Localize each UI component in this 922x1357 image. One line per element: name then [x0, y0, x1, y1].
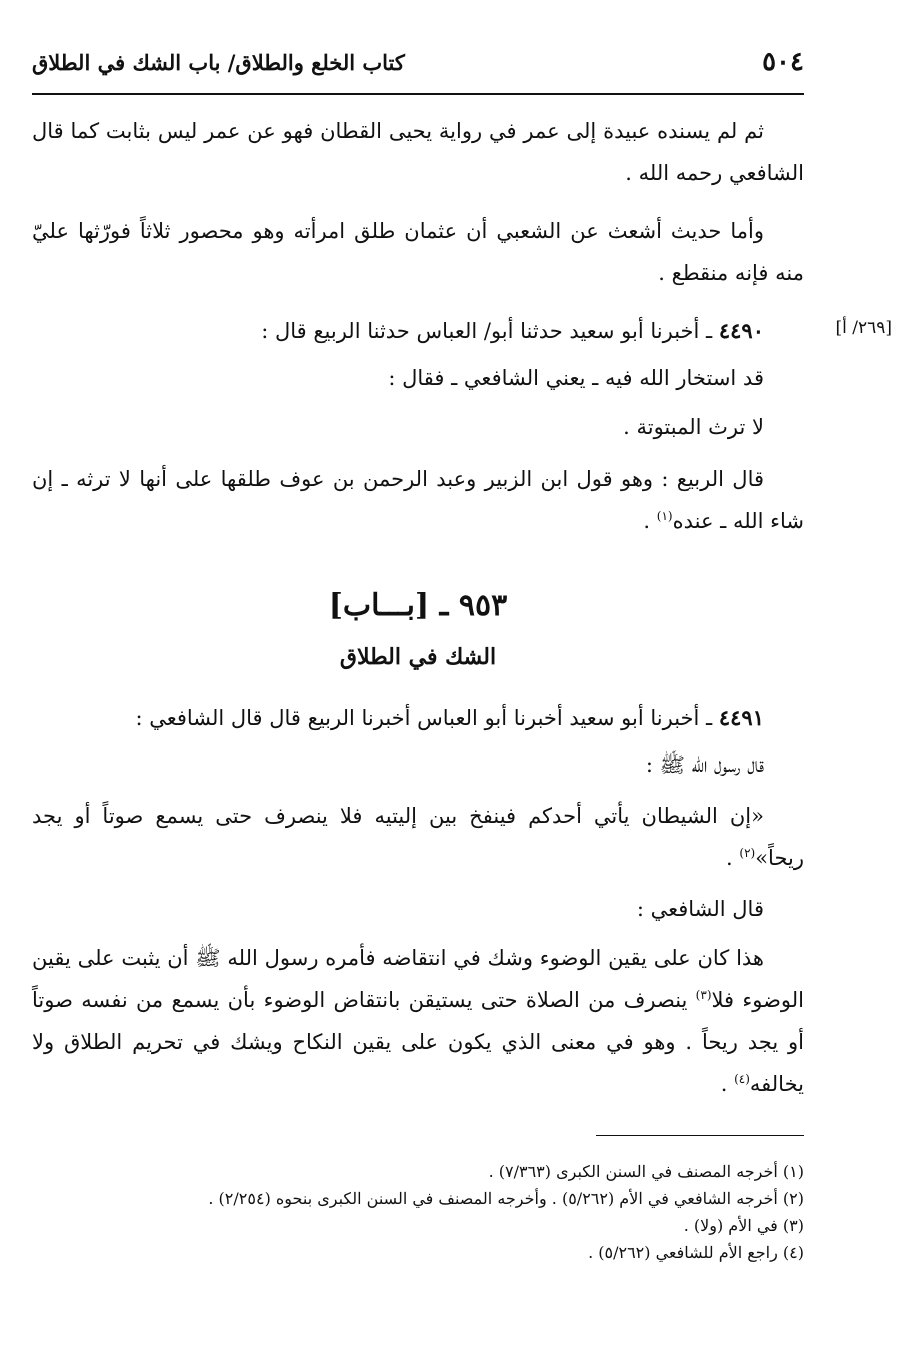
hadith-4490 [32, 310, 804, 352]
paragraph-9 [32, 795, 804, 879]
page-number: ٥٠٤ [762, 47, 804, 77]
paragraph-2: وأما حديث أشعث عن الشعبي أن عثمان طلق امرأته وهو محصور ثلاثاً فورّثها عليّ منه فإنه منقطع . [32, 219, 804, 285]
chapter-number-title: ٩٥٣ ـ [بـــاب] [328, 588, 508, 623]
hadith-isnad: ـ أخبرنا أبو سعيد أخبرنا أبو العباس أخبرنا الربيع قال قال الشافعي : [135, 706, 719, 730]
footnotes [32, 1158, 804, 1266]
manuscript-folio-ref: [٢٦٩/ أ] [835, 318, 892, 338]
hadith-4491 [32, 697, 804, 739]
footnote-4: (٤) راجع الأم للشافعي (٥/٢٦٢) . [588, 1243, 804, 1262]
hadith-number: ٤٤٩٠ [718, 318, 764, 343]
running-title: كتاب الخلع والطلاق/ باب الشك في الطلاق [32, 49, 405, 75]
paragraph-10: قال الشافعي : [636, 897, 764, 921]
footnote-marker-2: (٢) [739, 846, 756, 860]
footnote-1: (١) أخرجه المصنف في السنن الكبرى (٧/٣٦٣) . [488, 1162, 804, 1181]
paragraph-6-end: . [643, 509, 657, 533]
paragraph-1: ثم لم يسنده عبيدة إلى عمر في رواية يحيى القطان فهو عن عمر ليس بثابت كما قال الشافعي رحمه الله . [32, 119, 804, 185]
page-header [32, 40, 804, 84]
footnote-marker-4: (٤) [734, 1072, 750, 1086]
paragraph-6 [32, 458, 804, 542]
footnote-marker-1: (١) [656, 509, 673, 523]
footnote-3: (٣) في الأم (ولا) . [683, 1216, 804, 1235]
paragraph-11-end: . [720, 1072, 735, 1096]
hadith-number: ٤٤٩١ [718, 705, 764, 730]
paragraph-9-text: «إن الشيطان يأتي أحدكم فينفخ بين إليتيه فلا ينصرف حتى يسمع صوتاً أو يجد ريحاً» [32, 804, 804, 870]
paragraph-6-text: قال الربيع : وهو قول ابن الزبير وعبد الرحمن بن عوف طلقها على أنها لا ترثه ـ إن شاء الله ـ عنده [32, 467, 804, 533]
paragraph-11-text-b: ينصرف من الصلاة حتى يستيقن بانتقاض الوضوء بأن يسمع من نفسه صوتاً أو يجد ريحاً . وهو في معنى الذي يكون على يقين النكاح ويشك في تحريم الطلاق ولا يخالفه [32, 988, 804, 1096]
chapter-subtitle: الشك في الطلاق [339, 644, 497, 670]
paragraph-11-text-a: هذا كان على يقين الوضوء وشك في انتقاضه فأمره رسول الله ﷺ أن يثبت على يقين الوضوء فلا [32, 946, 804, 1012]
footnote-separator [596, 1135, 804, 1136]
header-rule [32, 93, 804, 95]
paragraph-4: قد استخار الله فيه ـ يعني الشافعي ـ فقال : [388, 366, 764, 390]
footnote-marker-3: (٣) [695, 988, 712, 1002]
paragraph-9-end: . [726, 846, 740, 870]
hadith-isnad: ـ أخبرنا أبو سعيد حدثنا أبو/ العباس حدثنا الربيع قال : [261, 319, 719, 343]
footnote-2: (٢) أخرجه الشافعي في الأم (٥/٢٦٢) . وأخرجه المصنف في السنن الكبرى بنحوه (٢/٢٥٤) . [208, 1189, 804, 1208]
paragraph-5: لا ترث المبتوتة . [623, 415, 764, 439]
paragraph-11 [32, 937, 804, 1105]
paragraph-8: قال رسول الله ﷺ : [645, 753, 764, 777]
